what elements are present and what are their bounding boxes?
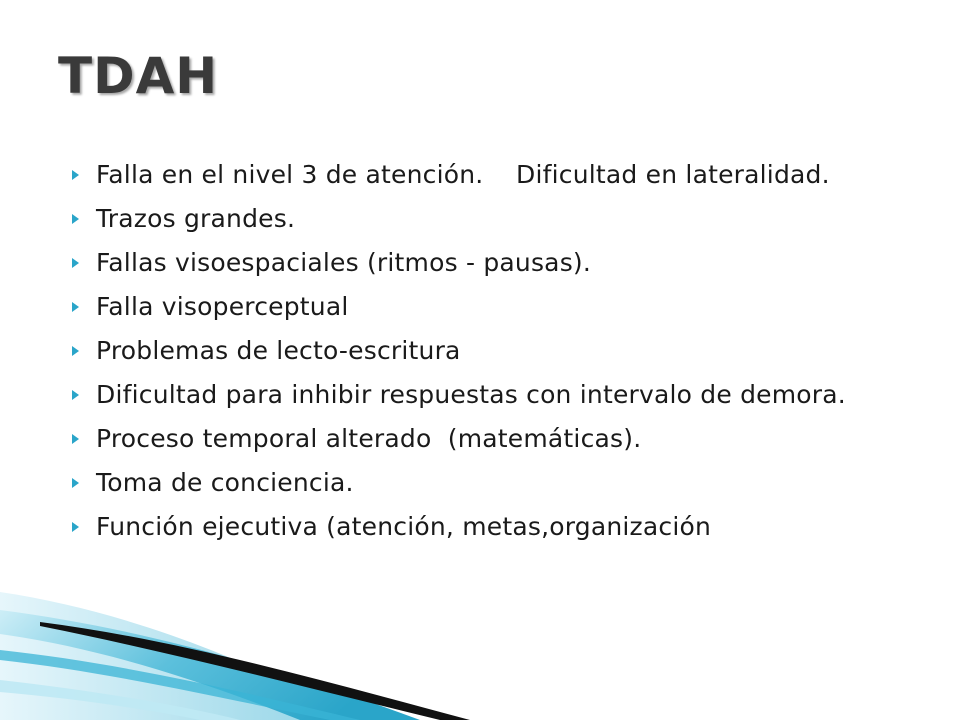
bullet-text: Dificultad para inhibir respuestas con intervalo de demora.	[96, 380, 846, 409]
bullet-text: Problemas de lecto-escritura	[96, 336, 461, 365]
slide-title: TDAH	[58, 47, 219, 105]
bullet-text: Función ejecutiva (atención, metas,organización	[96, 512, 712, 541]
bullet-text: Falla en el nivel 3 de atención. Dificultad en lateralidad.	[96, 160, 830, 189]
bullet-text: Trazos grandes.	[96, 204, 296, 233]
bullet-text: Fallas visoespaciales (ritmos - pausas).	[96, 248, 592, 277]
bullet-text: Proceso temporal alterado (matemáticas).	[96, 424, 642, 453]
bullet-text: Toma de conciencia.	[96, 468, 354, 497]
bullet-text: Falla visoperceptual	[96, 292, 349, 321]
